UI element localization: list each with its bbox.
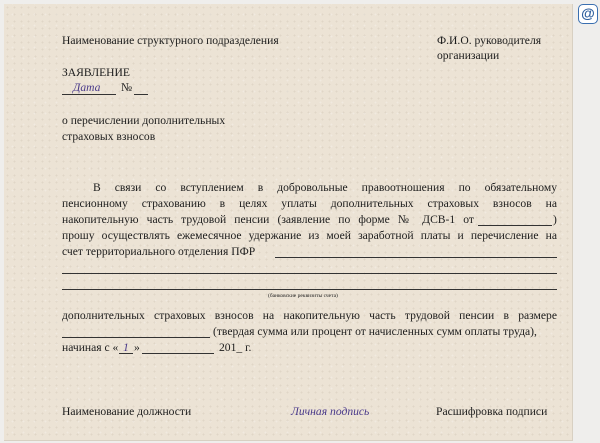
body-line-7: (твердая сумма или процент от начисленных сумм оплаты труда),	[213, 325, 537, 338]
bank-details-caption: (банковские реквизиты счета)	[268, 293, 338, 299]
subject-line-1: о перечислении дополнительных	[62, 114, 226, 127]
signature-decoding-label: Расшифровка подписи	[436, 405, 548, 418]
document-title: ЗАЯВЛЕНИЕ	[62, 66, 130, 79]
body-line-1: В связи со вступлением в добровольные правоотношения по обязательному	[93, 181, 557, 194]
start-day-value: 1	[123, 341, 129, 354]
body-line-6: дополнительных страховых взносов на накопительную часть трудовой пенсии в размере	[62, 309, 557, 322]
number-underline	[134, 94, 148, 95]
start-year-label: 201_ г.	[219, 341, 252, 354]
bank-details-underline-1	[62, 273, 557, 274]
body-line-4: прошу осуществлять ежемесячное удержание из моей заработной платы и перечисление на	[62, 229, 557, 242]
body-line-3-close: )	[553, 213, 557, 226]
at-icon[interactable]: @	[578, 4, 598, 24]
body-line-5: счет территориального отделения ПФР	[62, 245, 256, 258]
amount-underline	[62, 337, 210, 338]
pfr-office-underline	[275, 257, 557, 258]
body-line-3: накопительную часть трудовой пенсии (заявление по форме № ДСВ-1 от	[62, 213, 474, 226]
date-placeholder: Дата	[73, 81, 101, 94]
body-line-2: пенсионному страхованию в целях уплаты дополнительных страховых взносов на	[62, 197, 557, 210]
start-month-underline	[142, 353, 214, 354]
manager-name-label: Ф.И.О. руководителя	[437, 34, 542, 47]
signature-placeholder: Личная подпись	[291, 405, 370, 418]
start-date-prefix: начиная с «	[62, 341, 119, 354]
subject-line-2: страховых взносов	[62, 130, 156, 143]
organization-label: организации	[437, 49, 500, 62]
position-title-label: Наименование должности	[62, 405, 192, 418]
bank-details-underline-2	[62, 289, 557, 290]
number-label: №	[121, 81, 133, 94]
application-date-underline	[478, 225, 552, 226]
start-date-quote: »	[134, 341, 140, 354]
department-name-label: Наименование структурного подразделения	[62, 34, 279, 47]
